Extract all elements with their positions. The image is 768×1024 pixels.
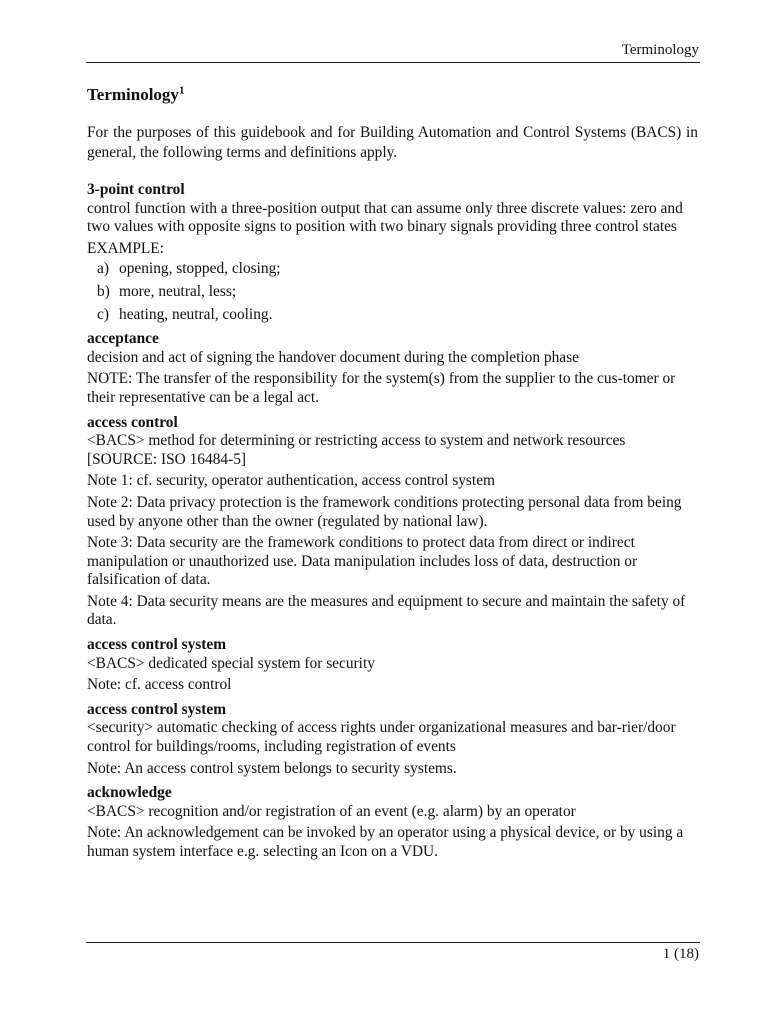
term-note: Note 4: Data security means are the measures and equipment to secure and maintain the safety of data. [87,592,686,629]
example-list [87,260,698,324]
term-definition: <BACS> dedicated special system for security [87,654,375,672]
term-entry [87,181,698,324]
term-definition: <BACS> method for determining or restricting access to system and network resources [SOURCE: ISO 16484-5] [87,432,626,468]
term-heading: access control system [87,636,227,654]
term-heading: access control system [87,700,227,718]
term-note: Note 3: Data security are the framework conditions to protect data from direct or indirect manipulation or unauthorized use. Data manipulation includes loss of data, destruction or falsification of data. [87,534,638,589]
term-definition: decision and act of signing the handover document during the completion phase [87,348,579,366]
term-entry [87,784,698,861]
term-entry [87,330,698,407]
term-entry [87,414,698,631]
term-note: Note: cf. access control [87,676,232,694]
header-rule [86,62,700,63]
example-item [97,260,698,279]
term-definition: <security> automatic checking of access rights under organizational measures and bar-rier/door control for buildings/rooms, including registration of events [87,719,676,756]
term-heading: 3-point control [87,181,185,198]
example-label: EXAMPLE: [87,239,164,257]
example-marker: a) [97,260,109,278]
term-heading: acceptance [87,330,159,348]
page-body [87,84,698,862]
term-heading: access control [87,413,178,431]
term-definition: control function with a three-position output that can assume only three discrete values: zero and two values with opposite signs to position with two binary signals providing three control states [87,199,683,236]
term-note: Note 1: cf. security, operator authentication, access control system [87,472,495,490]
footnote-mark: 1 [178,84,185,97]
example-text: more, neutral, less; [119,282,237,300]
example-text: opening, stopped, closing; [119,260,281,278]
term-entry [87,701,698,778]
term-heading: acknowledge [87,784,172,802]
term-definition: <BACS> recognition and/or registration of an event (e.g. alarm) by an operator [87,802,576,820]
page-title [87,84,698,106]
example-marker: b) [97,282,110,300]
page-number: 1 (18) [662,946,699,962]
example-text: heating, neutral, cooling. [119,305,273,323]
example-item [97,283,698,302]
term-entry [87,636,698,695]
term-note: NOTE: The transfer of the responsibility for the system(s) from the supplier to the cus-tomer or their representative can be a legal act. [87,370,676,406]
term-note: Note: An access control system belongs to security systems. [87,759,457,777]
term-note: Note 2: Data privacy protection is the framework conditions protecting personal data from being used by anyone other than the owner (regulated by national law). [87,493,682,530]
example-item [97,306,698,325]
running-header: Terminology [621,42,699,58]
example-marker: c) [97,305,109,323]
page-title-text: Terminology [87,85,179,104]
term-note: Note: An acknowledgement can be invoked by an operator using a physical device, or by using a human system interface e.g. selecting an Icon on a VDU. [87,824,684,860]
footer-rule [86,942,700,943]
intro-paragraph: For the purposes of this guidebook and for Building Automation and Control Systems (BACS) in general, the following terms and definitions apply. [87,124,698,161]
